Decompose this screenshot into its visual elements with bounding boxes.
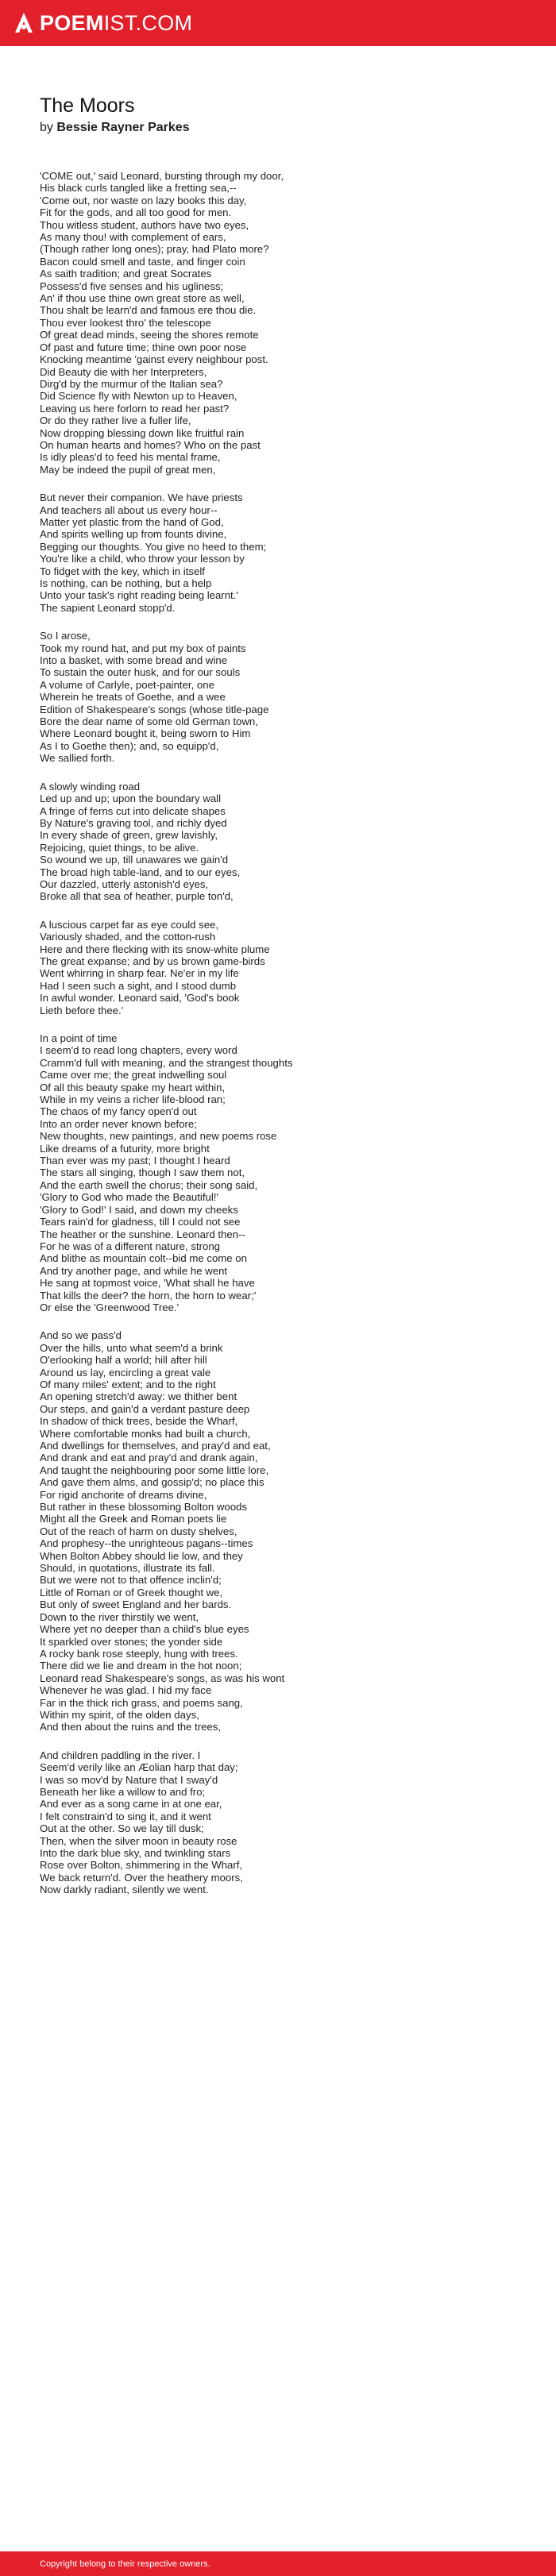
poem-line: Matter yet plastic from the hand of God, [40, 515, 224, 528]
poem-line: That kills the deer? the horn, the horn to wear;' [40, 1289, 257, 1301]
poem-line: Possess'd five senses and his ugliness; [40, 280, 224, 292]
poem-line: And ever as a song came in at one ear, [40, 1798, 222, 1811]
poemist-logo-icon[interactable] [14, 12, 33, 34]
poem-line: Beneath her like a willow to and fro; [40, 1785, 206, 1798]
poem-line: And teachers all about us every hour-- [40, 503, 218, 516]
poem-line: Went whirring in sharp fear. Ne'er in my life [40, 967, 239, 980]
poem-line: And children paddling in the river. I [40, 1749, 201, 1761]
poem-line: For rigid anchorite of dreams divine, [40, 1488, 207, 1501]
poem-line: 'Come out, nor waste on lazy books this day, [40, 194, 247, 206]
poem-line: Had I seen such a sight, and I stood dumb [40, 979, 237, 992]
poem-line: Came over me; the great indwelling soul [40, 1069, 227, 1082]
poem-line: Of past and future time; thine own poor nose [40, 341, 247, 353]
poem-line: Cramm'd full with meaning, and the strangest thoughts [40, 1056, 293, 1069]
poem-line: And gave them alms, and gossip'd; no place this [40, 1476, 264, 1489]
poem-line: Begging our thoughts. You give no heed to them; [40, 540, 267, 553]
poem-line: Bacon could smell and taste, and finger coin [40, 255, 245, 268]
poem-line: New thoughts, new paintings, and new poems rose [40, 1130, 277, 1143]
poem-line: Our dazzled, utterly astonish'd eyes, [40, 877, 209, 890]
poem-line: Tears rain'd for gladness, till I could not see [40, 1216, 241, 1228]
logo-light-part: IST.COM [103, 11, 193, 35]
poem-line: The heather or the sunshine. Leonard then-- [40, 1228, 245, 1240]
poem-line: The chaos of my fancy open'd out [40, 1105, 197, 1118]
poem-line: The great expanse; and by us brown game-birds [40, 954, 265, 967]
poem-line: Took my round hat, and put my box of paints [40, 642, 246, 654]
poem-line: We sallied forth. [40, 752, 115, 765]
poem-line: A volume of Carlyle, poet-painter, one [40, 678, 214, 691]
poem-line: Is idly pleas'd to feed his mental frame, [40, 451, 221, 464]
poem-line: An' if thou use thine own great store as well, [40, 292, 245, 305]
poem-stanza [40, 492, 516, 614]
poem-line: Lieth before thee.' [40, 1004, 124, 1016]
poem-line: 'COME out,' said Leonard, bursting through my door, [40, 170, 284, 182]
poem-line: Bore the dear name of some old German town, [40, 715, 258, 728]
poem-stanza [40, 781, 516, 903]
poem-line: Might all the Greek and Roman poets lie [40, 1513, 227, 1525]
poem-line: As I to Goethe then); and, so equipp'd, [40, 739, 219, 752]
poem-stanza [40, 1032, 516, 1313]
poem-line: I seem'd to read long chapters, every word [40, 1044, 237, 1057]
poem-line: Knocking meantime 'gainst every neighbour post. [40, 353, 268, 366]
poem-line: On human hearts and homes? Who on the past [40, 438, 261, 451]
poem-line: And taught the neighbouring poor some little lore, [40, 1463, 269, 1476]
poem-line: And so we pass'd [40, 1329, 122, 1342]
poem-line: Of great dead minds, seeing the shores remote [40, 329, 259, 341]
poem-line: Led up and up; upon the boundary wall [40, 792, 222, 805]
poem-line: 'Glory to God who made the Beautiful!' [40, 1191, 218, 1204]
poem-line: Leonard read Shakespeare's songs, as was his wont [40, 1672, 285, 1684]
poem-line: The broad high table-land, and to our eyes, [40, 866, 241, 878]
poem-line: And dwellings for themselves, and pray'd and eat, [40, 1440, 271, 1452]
poem-line: Thou witless student, authors have two eyes, [40, 218, 249, 231]
poem-stanza [40, 1329, 516, 1733]
poem-author[interactable]: Bessie Rayner Parkes [56, 121, 190, 134]
poem-line: Whenever he was glad. I hid my face [40, 1684, 212, 1697]
poem-stanza [40, 630, 516, 764]
poem-line: And the earth swell the chorus; their song said, [40, 1178, 258, 1191]
poem-line: Did Science fly with Newton up to Heaven, [40, 390, 237, 403]
poem-line: Dirg'd by the murmur of the Italian sea? [40, 377, 223, 390]
poem-line: Now dropping blessing down like fruitful rain [40, 426, 245, 439]
poem-line: I felt constrain'd to sing it, and it went [40, 1810, 211, 1822]
poem-line: As saith tradition; and great Socrates [40, 268, 212, 280]
logo-bold-part: POEM [40, 11, 104, 35]
poem-line: Unto your task's right reading being learnt.' [40, 589, 238, 602]
poem-line: Is nothing, can be nothing, but a help [40, 577, 212, 589]
poem-line: The sapient Leonard stopp'd. [40, 601, 176, 614]
poem-line: Than ever was my past; I thought I heard [40, 1155, 230, 1167]
poem-stanza [40, 170, 516, 476]
poem-line: As many thou! with complement of ears, [40, 231, 226, 244]
poem-line: For he was of a different nature, strong [40, 1240, 221, 1252]
byline [40, 119, 516, 137]
poem-line: When Bolton Abbey should lie low, and they [40, 1549, 243, 1562]
poem-line: In awful wonder. Leonard said, 'God's book [40, 992, 240, 1005]
poem-line: An opening stretch'd away: we thither bent [40, 1390, 237, 1403]
poem-line: And try another page, and while he went [40, 1264, 228, 1277]
poem-line: So wound we up, till unawares we gain'd [40, 854, 229, 866]
poem-line: Rejoicing, quiet things, to be alive. [40, 841, 199, 854]
poem-stanza [40, 919, 516, 1016]
poem-line: In shadow of thick trees, beside the Wharf, [40, 1415, 238, 1428]
poem-line: Little of Roman or of Greek thought we, [40, 1586, 223, 1598]
poem-line: And spirits welling up from founts divine, [40, 528, 227, 541]
poem-line: Into a basket, with some bread and wine [40, 654, 228, 667]
site-header [0, 0, 556, 46]
poem-line: Broke all that sea of heather, purple ton'd, [40, 890, 234, 903]
poem-line: Should, in quotations, illustrate its fall. [40, 1562, 215, 1575]
poem-line: Seem'd verily like an Æolian harp that day; [40, 1761, 238, 1774]
poem-line: Out of the reach of harm on dusty shelves, [40, 1525, 237, 1537]
poem-line: Like dreams of a futurity, more bright [40, 1142, 210, 1155]
poem-line: O'erlooking half a world; hill after hill [40, 1354, 207, 1367]
copyright-text: Copyright belong to their respective owners. [40, 2559, 210, 2569]
poem-line: A slowly winding road [40, 780, 141, 792]
poem-line: Into the dark blue sky, and twinkling stars [40, 1847, 231, 1859]
poem-line: It sparkled over stones; the yonder side [40, 1635, 223, 1648]
poem-line: But only of sweet England and her bards. [40, 1598, 232, 1611]
poem-line: Edition of Shakespeare's songs (whose title-page [40, 703, 269, 715]
poem-line: Leaving us here forlorn to read her past? [40, 402, 230, 415]
poem-line: A fringe of ferns cut into delicate shapes [40, 804, 226, 817]
poem-line: So I arose, [40, 630, 91, 642]
poem-line: 'Glory to God!' I said, and down my cheeks [40, 1203, 238, 1216]
poem-line: To fidget with the key, which in itself [40, 565, 205, 577]
site-footer [0, 2551, 556, 2576]
poem-line: In a point of time [40, 1032, 118, 1044]
poem-line: You're like a child, who throw your lesson by [40, 553, 245, 565]
poem-line: I was so mov'd by Nature that I sway'd [40, 1773, 218, 1786]
poem-line: And drank and eat and pray'd and drank again, [40, 1452, 258, 1464]
poem-line: Or else the 'Greenwood Tree.' [40, 1301, 180, 1313]
poem-line: Our steps, and gain'd a verdant pasture deep [40, 1402, 250, 1415]
poem-line: Now darkly radiant, silently we went. [40, 1884, 209, 1896]
poem-line: And then about the ruins and the trees, [40, 1721, 222, 1733]
poem-line: Far in the thick rich grass, and poems sang, [40, 1696, 243, 1709]
poem-line: But never their companion. We have priests [40, 492, 243, 504]
poem-line: There did we lie and dream in the hot noon; [40, 1660, 242, 1672]
poem-line: His black curls tangled like a fretting sea,-- [40, 182, 237, 195]
poem-line: Did Beauty die with her Interpreters, [40, 365, 207, 378]
poem-line: Of many miles' extent; and to the right [40, 1378, 216, 1390]
poem-line: Within my spirit, of the olden days, [40, 1708, 199, 1721]
poem-line: While in my veins a richer life-blood ran; [40, 1093, 226, 1106]
poem-line: Variously shaded, and the cotton-rush [40, 931, 216, 943]
poem-line: Where Leonard bought it, being sworn to Him [40, 727, 251, 740]
poem-stanza [40, 1749, 516, 1896]
poem-line: And blithe as mountain colt--bid me come on [40, 1252, 247, 1265]
poem-line: Into an order never known before; [40, 1117, 197, 1130]
byline-prefix: by [40, 121, 53, 134]
poem-line: A rocky bank rose steeply, hung with trees. [40, 1647, 238, 1660]
poem-line: A luscious carpet far as eye could see, [40, 918, 219, 931]
poem-title: The Moors [40, 94, 135, 117]
poem-content [0, 46, 556, 1896]
poem-line: Here and there flecking with its snow-white plume [40, 943, 270, 955]
poem-line: He sang at topmost voice, 'What shall he have [40, 1277, 255, 1290]
poem-line: Then, when the silver moon in beauty rose [40, 1834, 237, 1847]
poem-body [40, 170, 516, 1896]
poem-line: Around us lay, encircling a great vale [40, 1366, 211, 1379]
poem-line: Thou ever lookest thro' the telescope [40, 316, 211, 329]
poem-line: By Nature's graving tool, and richly dyed [40, 816, 227, 829]
poem-line: Where comfortable monks had built a church, [40, 1427, 251, 1440]
poem-line: (Though rather long ones); pray, had Plato more? [40, 243, 269, 256]
poem-line: Fit for the gods, and all too good for men. [40, 206, 232, 219]
poem-line: And prophesy--the unrighteous pagans--times [40, 1537, 253, 1550]
poem-line: Down to the river thirstily we went, [40, 1610, 199, 1623]
poem-line: Over the hills, unto what seem'd a brink [40, 1341, 223, 1354]
poem-line: But rather in these blossoming Bolton woods [40, 1501, 247, 1514]
poem-line: May be indeed the pupil of great men, [40, 463, 216, 476]
poem-line: But we were not to that offence inclin'd; [40, 1574, 222, 1587]
poem-line: Rose over Bolton, shimmering in the Wharf, [40, 1859, 243, 1872]
poem-line: Out at the other. So we lay till dusk; [40, 1822, 204, 1835]
poem-line: In every shade of green, grew lavishly, [40, 829, 218, 842]
poem-line: We back return'd. Over the heathery moors, [40, 1871, 243, 1884]
poem-line: Of all this beauty spake my heart within, [40, 1081, 226, 1093]
poem-line: To sustain the outer husk, and for our souls [40, 666, 241, 679]
poem-line: Thou shalt be learn'd and famous ere thou die. [40, 304, 257, 317]
poem-line: Wherein he treats of Goethe, and a wee [40, 691, 226, 704]
site-logo-text[interactable] [40, 0, 192, 46]
poem-line: Or do they rather live a fuller life, [40, 415, 191, 427]
poem-line: The stars all singing, though I saw them not, [40, 1167, 245, 1179]
poem-line: Where yet no deeper than a child's blue eyes [40, 1623, 249, 1636]
